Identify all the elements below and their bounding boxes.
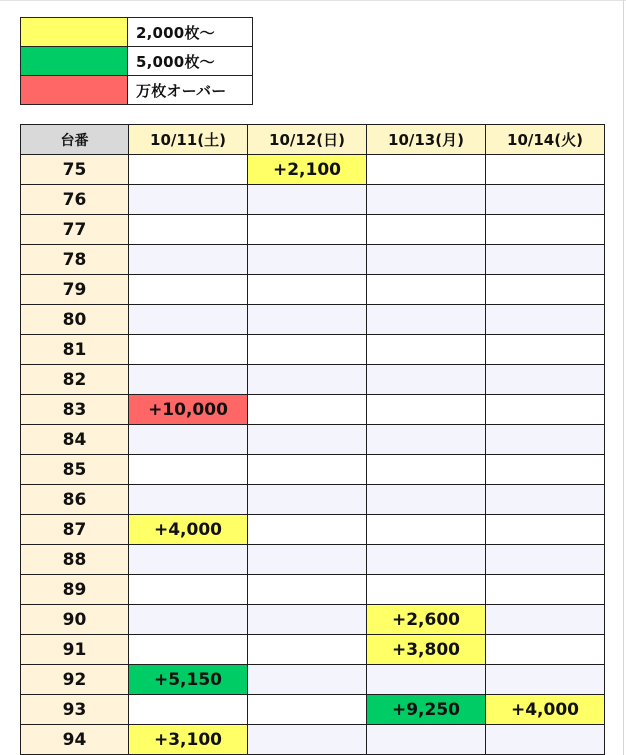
result-cell: [367, 485, 486, 515]
result-cell: [248, 725, 367, 755]
table-row: [21, 245, 605, 275]
result-cell: [129, 155, 248, 185]
machine-number: 80: [21, 305, 129, 335]
result-cell: [129, 605, 248, 635]
machine-number: 87: [21, 515, 129, 545]
date-header: 10/12(日): [248, 125, 367, 155]
result-cell: [486, 455, 605, 485]
machine-results-table: [20, 124, 605, 755]
result-cell: [129, 275, 248, 305]
table-row: [21, 455, 605, 485]
result-cell: +2,600: [367, 605, 486, 635]
table-row: [21, 425, 605, 455]
result-cell: [129, 545, 248, 575]
result-cell: [367, 455, 486, 485]
result-cell: [129, 425, 248, 455]
result-cell: [129, 695, 248, 725]
result-cell: [129, 455, 248, 485]
result-cell: [367, 305, 486, 335]
machine-number: 89: [21, 575, 129, 605]
result-cell: +10,000: [129, 395, 248, 425]
result-cell: [248, 335, 367, 365]
result-cell: +3,800: [367, 635, 486, 665]
color-legend: [20, 17, 253, 105]
table-row: [21, 695, 605, 725]
result-cell: [486, 425, 605, 455]
result-cell: [367, 185, 486, 215]
machine-number: 77: [21, 215, 129, 245]
result-cell: [486, 395, 605, 425]
result-cell: [367, 665, 486, 695]
result-cell: [486, 275, 605, 305]
result-cell: [248, 305, 367, 335]
machine-number: 88: [21, 545, 129, 575]
result-cell: [248, 455, 367, 485]
machine-number: 75: [21, 155, 129, 185]
table-row: [21, 485, 605, 515]
result-cell: [367, 545, 486, 575]
table-row: [21, 395, 605, 425]
header-row: [21, 125, 605, 155]
machine-number: 92: [21, 665, 129, 695]
machine-number: 83: [21, 395, 129, 425]
result-cell: [486, 665, 605, 695]
result-cell: [248, 215, 367, 245]
result-cell: [367, 275, 486, 305]
result-cell: [367, 245, 486, 275]
machine-number: 93: [21, 695, 129, 725]
result-cell: [486, 635, 605, 665]
machine-number: 94: [21, 725, 129, 755]
result-cell: +4,000: [129, 515, 248, 545]
result-cell: [248, 635, 367, 665]
machine-number-header: 台番: [21, 125, 129, 155]
result-cell: [129, 575, 248, 605]
result-cell: [486, 365, 605, 395]
table-row: [21, 575, 605, 605]
result-cell: [129, 335, 248, 365]
table-row: [21, 665, 605, 695]
result-cell: [248, 515, 367, 545]
result-cell: [129, 365, 248, 395]
result-cell: [248, 395, 367, 425]
result-cell: [486, 485, 605, 515]
result-cell: [486, 515, 605, 545]
result-cell: [486, 185, 605, 215]
legend-row-2000: [21, 18, 253, 47]
result-cell: [486, 605, 605, 635]
result-cell: [486, 155, 605, 185]
legend-label: 万枚オーバー: [128, 76, 253, 105]
legend-row-10000: [21, 76, 253, 105]
result-cell: [367, 155, 486, 185]
date-header: 10/11(土): [129, 125, 248, 155]
result-cell: [486, 245, 605, 275]
machine-number: 81: [21, 335, 129, 365]
machine-number: 82: [21, 365, 129, 395]
result-cell: [367, 215, 486, 245]
table-row: [21, 515, 605, 545]
result-cell: [129, 245, 248, 275]
machine-number: 84: [21, 425, 129, 455]
legend-row-5000: [21, 47, 253, 76]
table-row: [21, 305, 605, 335]
result-cell: [129, 485, 248, 515]
result-cell: [248, 575, 367, 605]
result-cell: [129, 635, 248, 665]
date-header: 10/13(月): [367, 125, 486, 155]
table-row: [21, 635, 605, 665]
table-row: [21, 605, 605, 635]
legend-label: 2,000枚〜: [128, 18, 253, 47]
machine-number: 91: [21, 635, 129, 665]
result-cell: [248, 485, 367, 515]
result-cell: [486, 215, 605, 245]
result-cell: [248, 365, 367, 395]
result-cell: [367, 515, 486, 545]
result-cell: [367, 365, 486, 395]
result-cell: [129, 185, 248, 215]
machine-number: 79: [21, 275, 129, 305]
date-header: 10/14(火): [486, 125, 605, 155]
result-cell: [248, 185, 367, 215]
result-cell: [486, 575, 605, 605]
table-row: [21, 215, 605, 245]
table-row: [21, 335, 605, 365]
machine-number: 86: [21, 485, 129, 515]
machine-number: 78: [21, 245, 129, 275]
table-row: [21, 155, 605, 185]
result-cell: +9,250: [367, 695, 486, 725]
result-cell: [248, 695, 367, 725]
legend-label: 5,000枚〜: [128, 47, 253, 76]
table-row: [21, 275, 605, 305]
result-cell: [248, 425, 367, 455]
result-cell: [486, 305, 605, 335]
result-cell: [129, 215, 248, 245]
legend-swatch-yellow: [21, 18, 128, 47]
result-cell: [367, 395, 486, 425]
result-cell: [486, 545, 605, 575]
result-cell: [248, 665, 367, 695]
result-cell: [248, 275, 367, 305]
table-row: [21, 365, 605, 395]
table-row: [21, 185, 605, 215]
result-cell: [248, 245, 367, 275]
result-cell: [248, 545, 367, 575]
result-cell: +4,000: [486, 695, 605, 725]
result-cell: [367, 575, 486, 605]
result-cell: [486, 725, 605, 755]
result-cell: +2,100: [248, 155, 367, 185]
result-cell: [248, 605, 367, 635]
table-row: [21, 545, 605, 575]
machine-number: 85: [21, 455, 129, 485]
legend-swatch-red: [21, 76, 128, 105]
machine-number: 76: [21, 185, 129, 215]
table-row: [21, 725, 605, 755]
result-cell: [367, 335, 486, 365]
result-cell: +3,100: [129, 725, 248, 755]
result-cell: [367, 425, 486, 455]
result-cell: [129, 305, 248, 335]
legend-swatch-green: [21, 47, 128, 76]
machine-number: 90: [21, 605, 129, 635]
result-cell: [486, 335, 605, 365]
result-cell: +5,150: [129, 665, 248, 695]
result-cell: [367, 725, 486, 755]
